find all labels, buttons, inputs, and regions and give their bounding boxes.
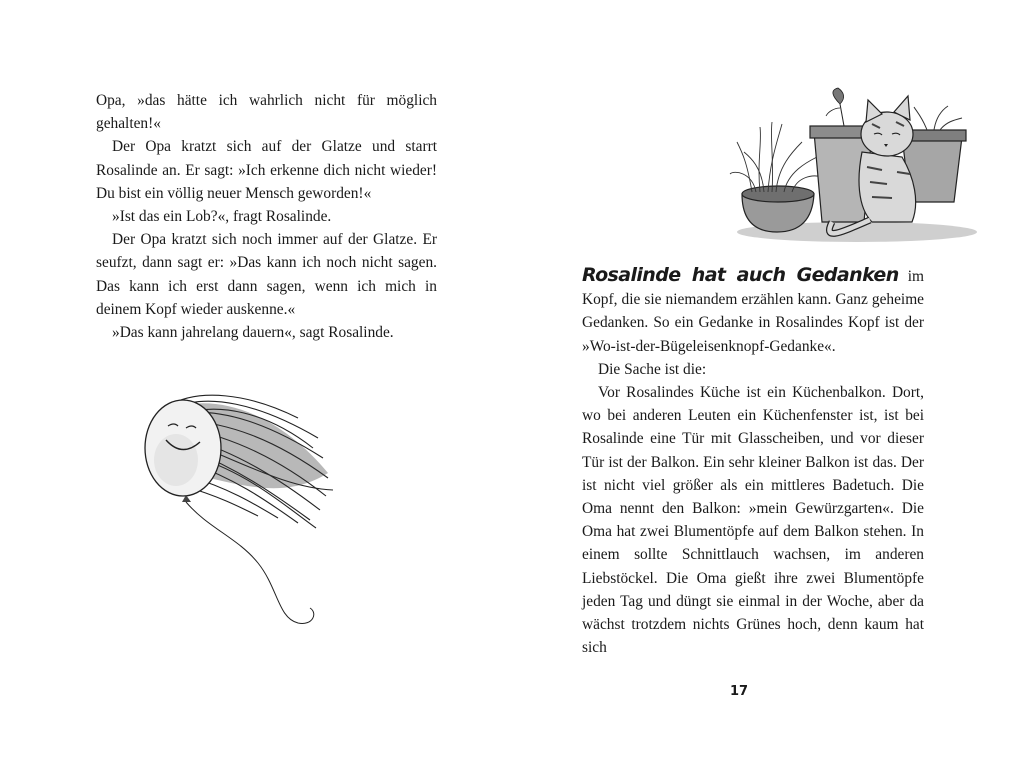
paragraph: »Das kann jahrelang dauern«, sagt Rosalinde.: [112, 324, 394, 342]
left-page-text: [96, 89, 437, 344]
right-page: [510, 0, 1020, 772]
paragraph: Vor Rosalindes Küche ist ein Küchenbalkon. Dort, wo bei anderen Leuten ein Küchenfenster ist, ist bei Rosalinde eine Tür mit Glasscheiben, und vor dieser Tür ist der Balkon. Ein sehr kleiner Balkon ist das. Der ist nicht viel größer als ein mittleres Badetuch. Die Oma nennt den Balkon: »mein Gewürzgarten«. Die Oma hat zwei Blumentöpfe auf dem Balkon stehen. In einem sollte Schnittlauch wachsen, im anderen Liebstöckel. Die Oma gießt ihre zwei Blumentöpfe jeden Tag und düngt sie einmal in der Woche, aber da wächst trotzdem nichts Grünes hoch, denn kaum hat sich: [582, 384, 924, 657]
paragraph-text: im Kopf, die sie niemandem erzählen kann. Ganz geheime Gedanken. So ein Gedanke in Rosalindes Kopf ist der »Wo-ist-der-Bügeleisenknopf-Gedanke«.: [582, 268, 924, 355]
cat-plants-illustration: [722, 82, 984, 250]
paragraph: Die Sache ist die:: [598, 360, 707, 378]
paragraph: Der Opa kratzt sich auf der Glatze und starrt Rosalinde an. Er sagt: »Ich erkenne dich nicht wieder! Du bist ein völlig neuer Mensch geworden!«: [96, 138, 437, 202]
right-page-text: [582, 264, 924, 659]
paragraph: »Ist das ein Lob?«, fragt Rosalinde.: [112, 208, 332, 226]
page-number: 17: [730, 684, 749, 699]
girl-balloon-illustration: [128, 378, 343, 643]
grass-pot-icon: [730, 122, 822, 232]
section-headline: Rosalinde hat auch Gedanken: [582, 264, 899, 286]
paragraph: Opa, »das hätte ich wahrlich nicht für möglich gehalten!«: [96, 92, 437, 133]
paragraph: [582, 264, 924, 358]
paragraph: Der Opa kratzt sich noch immer auf der Glatze. Er seufzt, dann sagt er: »Das kann ich noch nicht sagen. Das kann ich erst dann sagen, wenn ich mich in deinem Kopf wieder auskenne.«: [96, 231, 437, 318]
